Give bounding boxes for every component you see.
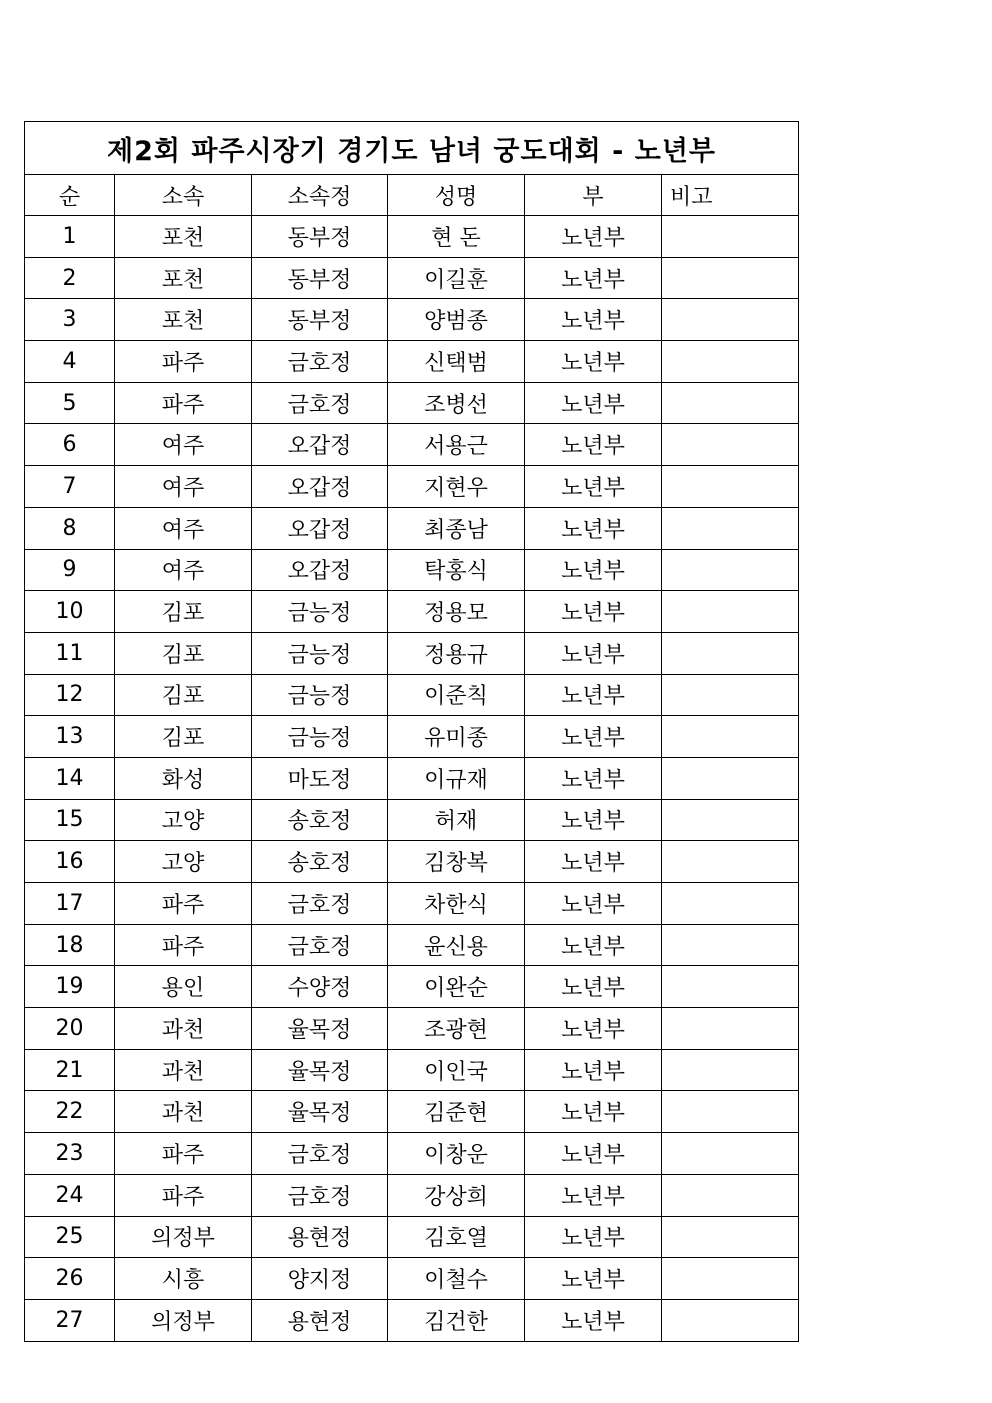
table-row: [25, 716, 799, 758]
cell-note: [662, 341, 799, 383]
cell-club: 금호정: [252, 883, 388, 925]
cell-division: 노년부: [525, 1049, 662, 1091]
cell-name: 신택범: [388, 341, 525, 383]
cell-seq: 5: [25, 382, 115, 424]
cell-region: 파주: [115, 924, 252, 966]
cell-seq: 6: [25, 424, 115, 466]
cell-region: 의정부: [115, 1299, 252, 1341]
cell-seq: 15: [25, 799, 115, 841]
cell-name: 양범종: [388, 299, 525, 341]
cell-club: 용현정: [252, 1216, 388, 1258]
cell-name: 이창운: [388, 1133, 525, 1175]
cell-name: 이길훈: [388, 257, 525, 299]
cell-club: 금호정: [252, 1174, 388, 1216]
cell-region: 여주: [115, 466, 252, 508]
participant-table: [24, 121, 799, 1342]
cell-seq: 19: [25, 966, 115, 1008]
cell-club: 율목정: [252, 1008, 388, 1050]
column-header-seq: 순: [25, 175, 115, 216]
column-header-club: 소속정: [252, 175, 388, 216]
cell-name: 이준칙: [388, 674, 525, 716]
cell-region: 화성: [115, 757, 252, 799]
cell-seq: 10: [25, 591, 115, 633]
table-row: [25, 549, 799, 591]
cell-name: 김준현: [388, 1091, 525, 1133]
cell-division: 노년부: [525, 1258, 662, 1300]
cell-name: 서용근: [388, 424, 525, 466]
cell-division: 노년부: [525, 1133, 662, 1175]
cell-note: [662, 1008, 799, 1050]
cell-region: 김포: [115, 591, 252, 633]
cell-club: 오갑정: [252, 466, 388, 508]
cell-note: [662, 632, 799, 674]
cell-note: [662, 924, 799, 966]
cell-region: 고양: [115, 841, 252, 883]
cell-name: 이인국: [388, 1049, 525, 1091]
cell-region: 파주: [115, 1133, 252, 1175]
table-row: [25, 799, 799, 841]
cell-seq: 22: [25, 1091, 115, 1133]
cell-seq: 11: [25, 632, 115, 674]
table-row: [25, 424, 799, 466]
cell-division: 노년부: [525, 1299, 662, 1341]
table-row: [25, 1133, 799, 1175]
cell-division: 노년부: [525, 1216, 662, 1258]
cell-name: 허재: [388, 799, 525, 841]
table-row: [25, 924, 799, 966]
cell-club: 오갑정: [252, 424, 388, 466]
table-row: [25, 591, 799, 633]
cell-name: 현 돈: [388, 216, 525, 258]
table-row: [25, 507, 799, 549]
cell-name: 김건한: [388, 1299, 525, 1341]
cell-division: 노년부: [525, 299, 662, 341]
cell-seq: 1: [25, 216, 115, 258]
table-row: [25, 257, 799, 299]
cell-note: [662, 1299, 799, 1341]
cell-note: [662, 216, 799, 258]
cell-region: 고양: [115, 799, 252, 841]
cell-seq: 14: [25, 757, 115, 799]
cell-region: 포천: [115, 216, 252, 258]
table-row: [25, 299, 799, 341]
cell-division: 노년부: [525, 466, 662, 508]
cell-seq: 8: [25, 507, 115, 549]
cell-region: 과천: [115, 1091, 252, 1133]
cell-region: 과천: [115, 1008, 252, 1050]
table-row: [25, 966, 799, 1008]
table-body: [25, 216, 799, 1342]
cell-region: 의정부: [115, 1216, 252, 1258]
cell-club: 금능정: [252, 591, 388, 633]
title-row: [25, 122, 799, 175]
cell-note: [662, 591, 799, 633]
cell-note: [662, 757, 799, 799]
cell-region: 과천: [115, 1049, 252, 1091]
cell-club: 동부정: [252, 216, 388, 258]
cell-region: 포천: [115, 299, 252, 341]
cell-seq: 4: [25, 341, 115, 383]
cell-note: [662, 382, 799, 424]
cell-note: [662, 1174, 799, 1216]
table-row: [25, 1091, 799, 1133]
cell-seq: 12: [25, 674, 115, 716]
table-row: [25, 632, 799, 674]
cell-name: 정용모: [388, 591, 525, 633]
cell-name: 이철수: [388, 1258, 525, 1300]
cell-region: 김포: [115, 674, 252, 716]
cell-club: 금호정: [252, 382, 388, 424]
cell-note: [662, 1216, 799, 1258]
table-row: [25, 382, 799, 424]
cell-division: 노년부: [525, 674, 662, 716]
cell-club: 율목정: [252, 1049, 388, 1091]
cell-division: 노년부: [525, 757, 662, 799]
cell-note: [662, 424, 799, 466]
cell-note: [662, 716, 799, 758]
cell-note: [662, 1133, 799, 1175]
cell-division: 노년부: [525, 1091, 662, 1133]
cell-division: 노년부: [525, 883, 662, 925]
cell-name: 유미종: [388, 716, 525, 758]
cell-seq: 26: [25, 1258, 115, 1300]
cell-note: [662, 257, 799, 299]
table-row: [25, 216, 799, 258]
cell-name: 이완순: [388, 966, 525, 1008]
table-row: [25, 341, 799, 383]
cell-seq: 27: [25, 1299, 115, 1341]
column-header-region: 소속: [115, 175, 252, 216]
cell-seq: 17: [25, 883, 115, 925]
cell-division: 노년부: [525, 924, 662, 966]
cell-region: 파주: [115, 1174, 252, 1216]
cell-division: 노년부: [525, 716, 662, 758]
cell-club: 금능정: [252, 674, 388, 716]
cell-note: [662, 966, 799, 1008]
cell-club: 양지정: [252, 1258, 388, 1300]
cell-club: 금호정: [252, 341, 388, 383]
cell-note: [662, 799, 799, 841]
cell-club: 금능정: [252, 716, 388, 758]
cell-club: 동부정: [252, 299, 388, 341]
cell-club: 금능정: [252, 632, 388, 674]
cell-name: 조광현: [388, 1008, 525, 1050]
cell-seq: 20: [25, 1008, 115, 1050]
table-row: [25, 757, 799, 799]
table-row: [25, 466, 799, 508]
cell-name: 탁홍식: [388, 549, 525, 591]
cell-division: 노년부: [525, 1174, 662, 1216]
cell-club: 마도정: [252, 757, 388, 799]
table-row: [25, 1049, 799, 1091]
cell-seq: 3: [25, 299, 115, 341]
cell-club: 용현정: [252, 1299, 388, 1341]
cell-club: 금호정: [252, 1133, 388, 1175]
cell-division: 노년부: [525, 257, 662, 299]
cell-seq: 23: [25, 1133, 115, 1175]
column-header-division: 부: [525, 175, 662, 216]
cell-division: 노년부: [525, 382, 662, 424]
cell-club: 율목정: [252, 1091, 388, 1133]
cell-division: 노년부: [525, 1008, 662, 1050]
table-row: [25, 1174, 799, 1216]
cell-division: 노년부: [525, 341, 662, 383]
cell-club: 수양정: [252, 966, 388, 1008]
table-row: [25, 841, 799, 883]
cell-seq: 25: [25, 1216, 115, 1258]
cell-club: 송호정: [252, 841, 388, 883]
cell-division: 노년부: [525, 632, 662, 674]
cell-note: [662, 674, 799, 716]
cell-division: 노년부: [525, 507, 662, 549]
cell-region: 시흥: [115, 1258, 252, 1300]
cell-seq: 21: [25, 1049, 115, 1091]
cell-region: 여주: [115, 507, 252, 549]
table-row: [25, 1299, 799, 1341]
cell-region: 용인: [115, 966, 252, 1008]
cell-name: 조병선: [388, 382, 525, 424]
cell-note: [662, 1049, 799, 1091]
cell-club: 금호정: [252, 924, 388, 966]
cell-region: 파주: [115, 883, 252, 925]
table-row: [25, 883, 799, 925]
cell-seq: 2: [25, 257, 115, 299]
header-row: [25, 175, 799, 216]
cell-region: 김포: [115, 632, 252, 674]
cell-note: [662, 549, 799, 591]
cell-region: 김포: [115, 716, 252, 758]
table-row: [25, 1216, 799, 1258]
cell-name: 윤신용: [388, 924, 525, 966]
cell-seq: 7: [25, 466, 115, 508]
cell-club: 오갑정: [252, 549, 388, 591]
cell-seq: 18: [25, 924, 115, 966]
cell-note: [662, 466, 799, 508]
cell-note: [662, 1091, 799, 1133]
cell-note: [662, 299, 799, 341]
cell-note: [662, 1258, 799, 1300]
cell-division: 노년부: [525, 799, 662, 841]
cell-name: 이규재: [388, 757, 525, 799]
cell-name: 차한식: [388, 883, 525, 925]
cell-region: 여주: [115, 549, 252, 591]
cell-division: 노년부: [525, 841, 662, 883]
cell-seq: 13: [25, 716, 115, 758]
cell-name: 김호열: [388, 1216, 525, 1258]
cell-club: 동부정: [252, 257, 388, 299]
cell-name: 강상희: [388, 1174, 525, 1216]
table-row: [25, 1008, 799, 1050]
table-row: [25, 1258, 799, 1300]
cell-seq: 24: [25, 1174, 115, 1216]
column-header-note: 비고: [662, 175, 799, 216]
cell-name: 최종남: [388, 507, 525, 549]
cell-division: 노년부: [525, 549, 662, 591]
participant-sheet: [24, 121, 798, 1342]
cell-region: 포천: [115, 257, 252, 299]
cell-seq: 16: [25, 841, 115, 883]
cell-division: 노년부: [525, 591, 662, 633]
cell-name: 김창복: [388, 841, 525, 883]
cell-division: 노년부: [525, 424, 662, 466]
column-header-name: 성명: [388, 175, 525, 216]
cell-note: [662, 841, 799, 883]
cell-name: 지현우: [388, 466, 525, 508]
cell-note: [662, 883, 799, 925]
table-row: [25, 674, 799, 716]
cell-club: 송호정: [252, 799, 388, 841]
document-title: 제2회 파주시장기 경기도 남녀 궁도대회 - 노년부: [25, 122, 799, 175]
cell-note: [662, 507, 799, 549]
cell-name: 정용규: [388, 632, 525, 674]
cell-division: 노년부: [525, 216, 662, 258]
cell-region: 파주: [115, 382, 252, 424]
cell-region: 파주: [115, 341, 252, 383]
cell-region: 여주: [115, 424, 252, 466]
cell-club: 오갑정: [252, 507, 388, 549]
cell-division: 노년부: [525, 966, 662, 1008]
cell-seq: 9: [25, 549, 115, 591]
